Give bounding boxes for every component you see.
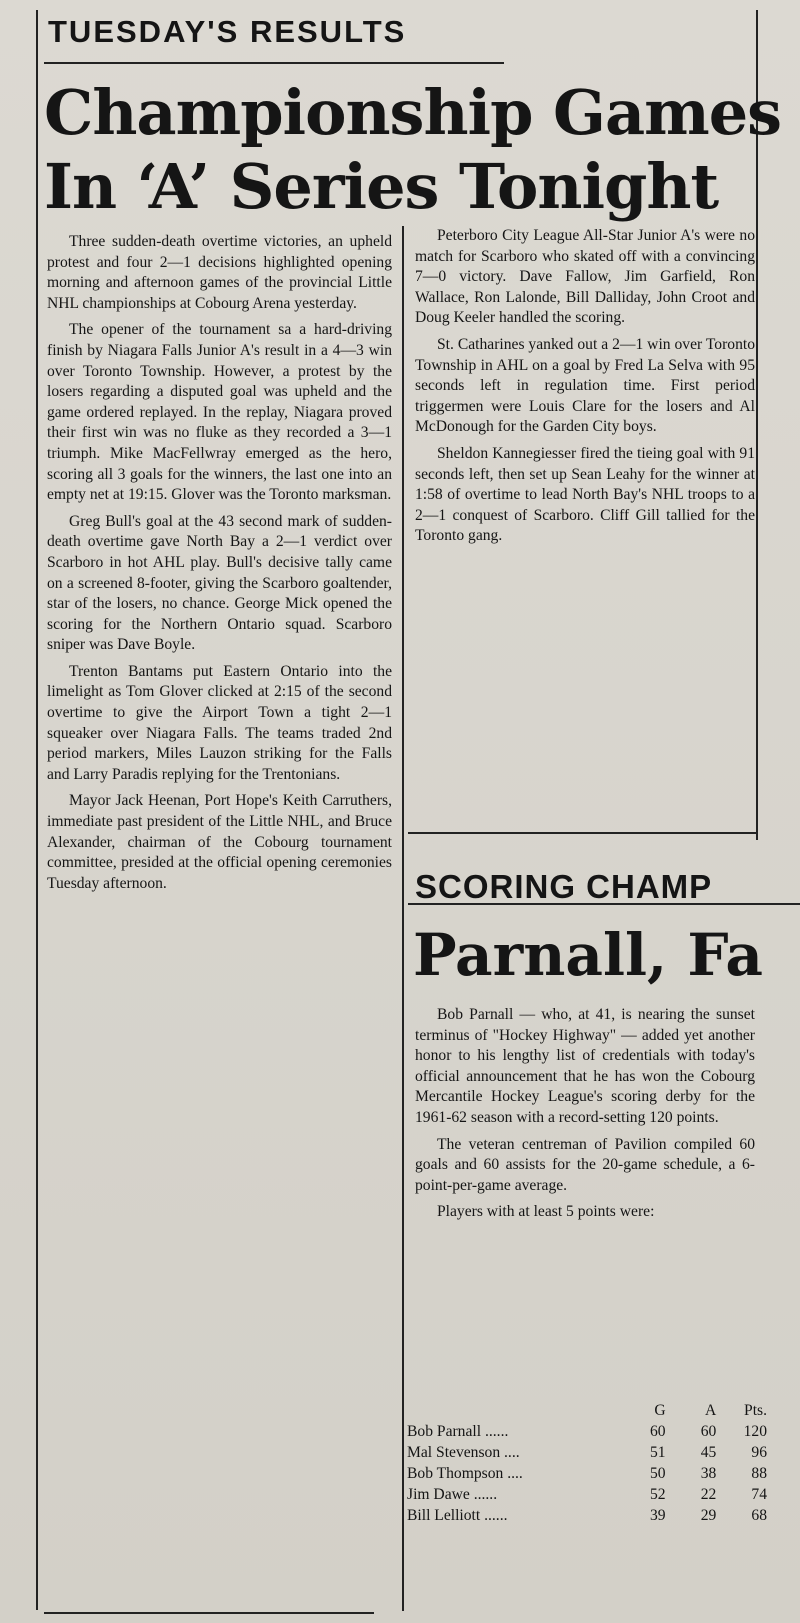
- points: 88: [751, 1465, 767, 1482]
- paragraph: Three sudden-death overtime victories, an upheld protest and four 2—1 decisions highlighted opening morning and afternoon games of the provincial Little NHL championships at Cobourg Arena yesterday.: [47, 233, 392, 312]
- header-goals: G: [654, 1402, 666, 1419]
- story-column-3: [415, 1005, 755, 1229]
- leader-dots: ......: [484, 1423, 509, 1440]
- bottom-rule: [44, 1612, 374, 1614]
- table-row: [407, 1484, 767, 1505]
- paragraph: Sheldon Kannegiesser fired the tieing goal with 91 seconds left, then set up Sean Leahy for the winner at 1:58 of overtime to lead North Bay's NHL troops to a 2—1 conquest of Scarboro. Cliff Gill tallied for the Toronto gang.: [415, 444, 755, 545]
- assists: 38: [700, 1465, 717, 1482]
- paragraph: Greg Bull's goal at the 43 second mark of sudden-death overtime gave North Bay a 2—1 verdict over Scarboro in hot AHL play. Bull's decisive tally came on a screened 8-footer, giving the Scarboro goaltender, star of the losers, no chance. George Mick opened the scoring for the Northern Ontario squad. Scarboro sniper was Dave Boyle.: [47, 512, 392, 654]
- goals: 60: [649, 1423, 666, 1440]
- scoring-kicker: SCORING CHAMP: [415, 868, 713, 905]
- goals: 50: [649, 1465, 666, 1482]
- headline-line-2: In ‘A’ Series Tonight: [44, 150, 719, 223]
- headline-line-1: Championship Games: [44, 76, 782, 149]
- paragraph: The opener of the tournament sa a hard-driving finish by Niagara Falls Junior A's result in a 4—3 win over Toronto Township. However, a protest by the losers regarding a disputed goal was upheld and the game ordered replayed. In the replay, Niagara proved their first win was no fluke as they recorded a 3—1 triumph. Mike MacFellwray emerged as the hero, scoring all 3 goals for the winners, the last one into an empty net at 19:15. Glover was the Toronto marksman.: [47, 321, 392, 504]
- paragraph: Trenton Bantams put Eastern Ontario into the limelight as Tom Glover clicked at 2:15 of the second overtime to give the Airport Town a tight 2—1 squeaker over Niagara Falls. The teams traded 2nd period markers, Miles Lauzon striking for the Falls and Larry Paradis replying for the Trentonians.: [47, 662, 392, 783]
- paragraph: Players with at least 5 points were:: [437, 1203, 655, 1221]
- player-name: Bill Lelliott: [407, 1507, 481, 1524]
- left-column-rule: [36, 10, 38, 1610]
- center-column-rule: [402, 226, 404, 1611]
- points: 120: [743, 1423, 767, 1440]
- paragraph: Peterboro City League All-Star Junior A's were no match for Scarboro who skated off with a convincing 7—0 victory. Dave Fallow, Jim Garfield, Ron Wallace, Ron Lalonde, Bill Dalliday, John Croot and Doug Keeler handled the scoring.: [415, 227, 755, 327]
- points: 96: [751, 1444, 767, 1461]
- player-name: Jim Dawe: [407, 1486, 470, 1503]
- assists: 29: [700, 1507, 717, 1524]
- leader-dots: ......: [473, 1486, 498, 1503]
- leader-dots: ......: [484, 1507, 508, 1524]
- leader-dots: ....: [504, 1444, 520, 1461]
- goals: 52: [649, 1486, 666, 1503]
- goals: 51: [649, 1444, 666, 1461]
- paragraph: Mayor Jack Heenan, Port Hope's Keith Carruthers, immediate past president of the Little NHL, and Bruce Alexander, chairman of the Cobourg tournament committee, presided at the official opening ceremonies Tuesday afternoon.: [47, 792, 392, 892]
- player-name: Mal Stevenson: [407, 1444, 501, 1461]
- assists: 60: [700, 1423, 717, 1440]
- table-row: [407, 1505, 767, 1526]
- table-row: [407, 1442, 767, 1463]
- paragraph: Bob Parnall — who, at 41, is nearing the sunset terminus of "Hockey Highway" — added yet another honor to his lengthy list of credentials with today's official announcement that he has won the Cobourg Mercantile Hockey League's scoring derby for the 1961-62 season with a record-setting 120 points.: [415, 1006, 755, 1126]
- header-points: Pts.: [744, 1402, 767, 1419]
- paragraph: St. Catharines yanked out a 2—1 win over Toronto Township in AHL on a goal by Fred La Selva with 95 seconds left in regulation time. First period triggermen were Louis Clare for the losers and Al McDonough for the Garden City boys.: [415, 335, 755, 436]
- paragraph: The veteran centreman of Pavilion compiled 60 goals and 60 assists for the 20-game schedule, a 6-point-per-game average.: [415, 1135, 755, 1194]
- scoring-table: [407, 1400, 767, 1526]
- points: 68: [751, 1507, 767, 1524]
- story-column-2: [415, 226, 755, 553]
- table-row: [407, 1421, 767, 1442]
- player-name: Bob Parnall: [407, 1423, 482, 1440]
- table-row: [407, 1463, 767, 1484]
- story-separator-rule: [408, 832, 758, 834]
- kicker-underline: [44, 62, 504, 64]
- scoring-headline: Parnall, Fa: [413, 922, 763, 988]
- player-name: Bob Thompson: [407, 1465, 504, 1482]
- points: 74: [751, 1486, 767, 1503]
- assists: 22: [700, 1486, 717, 1503]
- header-assists: A: [705, 1402, 717, 1419]
- assists: 45: [700, 1444, 717, 1461]
- story-column-1: [47, 232, 392, 900]
- section-kicker: TUESDAY'S RESULTS: [48, 14, 407, 49]
- headline: [44, 76, 782, 224]
- goals: 39: [649, 1507, 666, 1524]
- leader-dots: ....: [507, 1465, 523, 1482]
- table-header-row: [407, 1400, 767, 1421]
